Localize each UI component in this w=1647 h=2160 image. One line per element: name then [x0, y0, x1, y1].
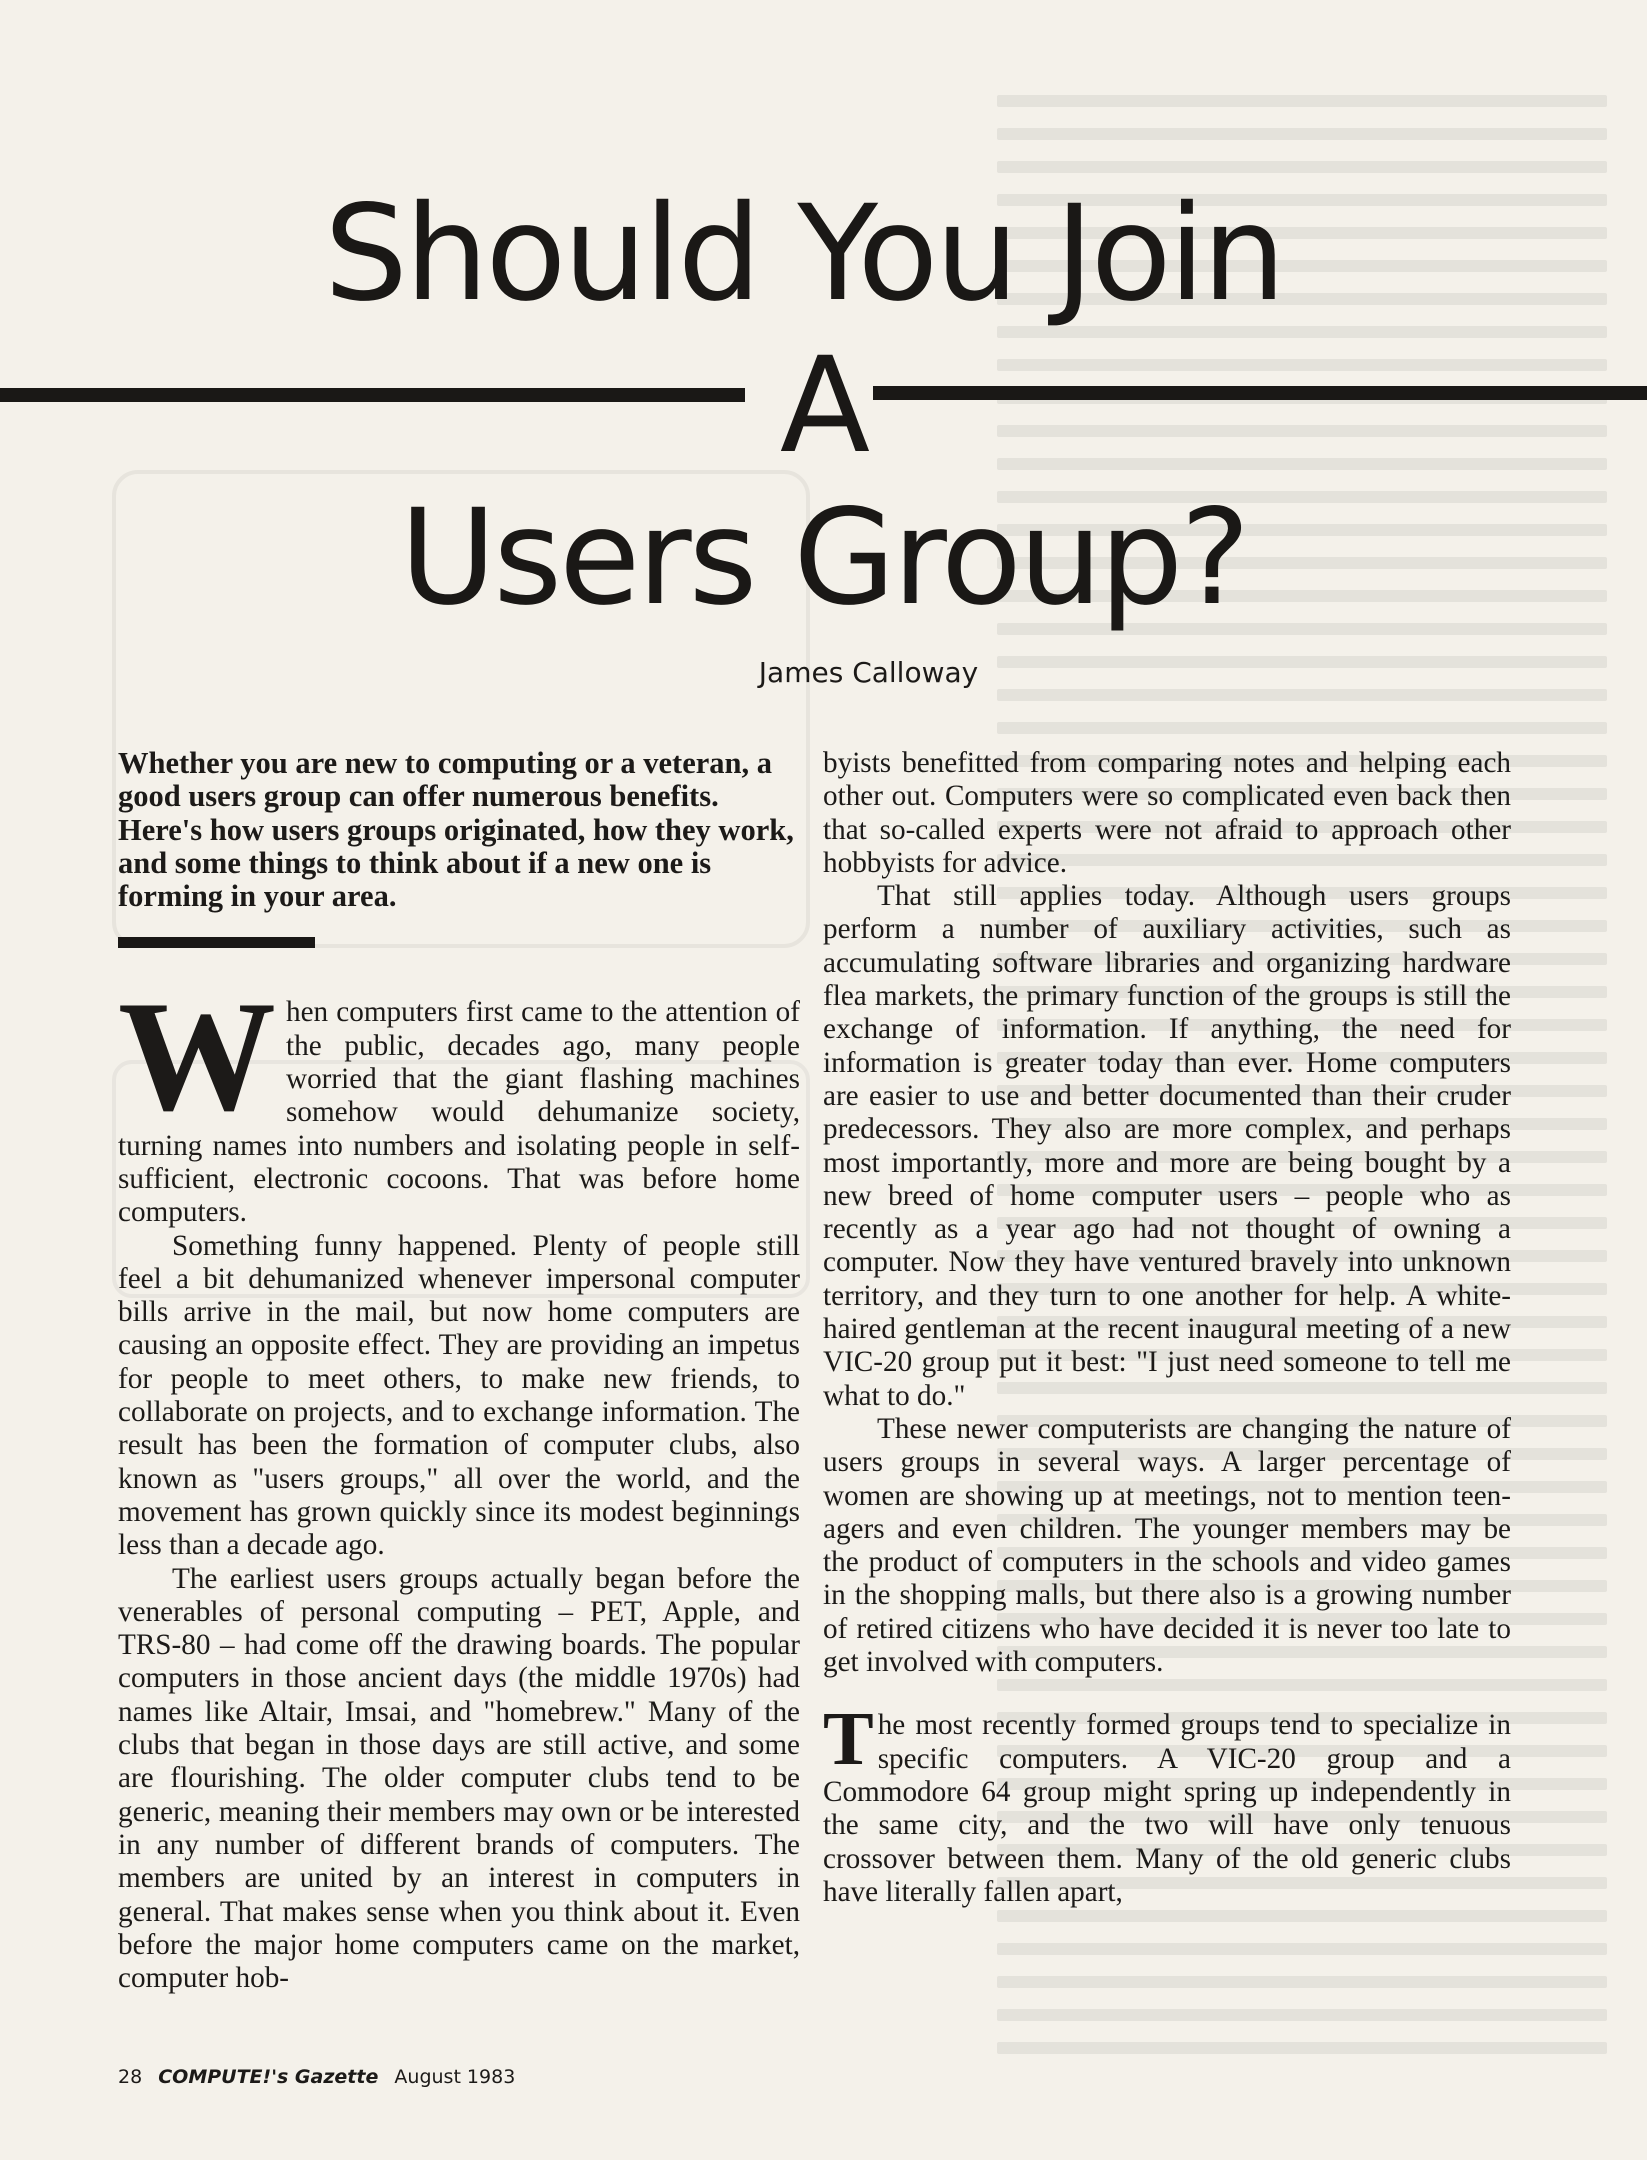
paragraph: byists benefitted from comparing notes and helping each other out. Computers were so complicated even back then that so-called experts were not afraid to approach other hobbyists for advice. [823, 747, 1511, 879]
paragraph-text: he most recently formed groups tend to specialize in specific computers. A VIC-20 group and a Commodore 64 group might spring up independently in the same city, and the two will have only tenuous crossover between them. Many of the old generic clubs have literally fallen apart, [823, 1709, 1511, 1908]
page-footer [118, 2066, 525, 2088]
deck-text: Whether you are new to computing or a veteran, a good users group can offer numerous benefits. Here's how users groups originated, how they work, and some things to think about if a new one is forming in your area. [118, 746, 794, 914]
paragraph: That still applies today. Although users groups perform a number of auxiliary activities, such as accumulating software libraries and organizing hardware flea markets, the primary function of the groups is still the exchange of information. If anything, the need for information is greater today than ever. Home computers are easier to use and better documented than their cruder predecessors. They also are more complex, and perhaps most importantly, more and more are being bought by a new breed of home computer users – people who as recently as a year ago had not thought of owning a computer. Now they have ventured bravely into unknown territory, and they turn to one another for help. A white-haired gentleman at the recent inaugural meeting of a new VIC-20 group put it best: "I just need someone to tell me what to do." [823, 880, 1511, 1412]
drop-cap: W [118, 969, 276, 1145]
column-left [118, 747, 800, 1995]
title-rule-right [873, 386, 1647, 400]
deck-rule [118, 937, 315, 948]
page-number: 28 [118, 2066, 143, 2088]
title-line-2: A [779, 329, 868, 483]
paragraph: Something funny happened. Plenty of people still feel a bit dehumanized whenever impersonal computer bills arrive in the mail, but now home computers are causing an opposite effect. They are providing an impetus for people to meet others, to make new friends, to collaborate on projects, and to exchange information. The result has been the formation of computer clubs, also known as "users groups," all over the world, and the movement has grown quickly since its modest beginnings less than a decade ago. [118, 1229, 800, 1562]
title-line-1: Should You Join [324, 177, 1283, 331]
paragraph [118, 969, 800, 1229]
section-gap [823, 1679, 1511, 1709]
column-right [823, 747, 1511, 1909]
title-line-3: Users Group? [399, 481, 1248, 635]
paragraph-text: hen computers first came to the attention of the public, decades ago, many people worried that the giant flashing machines somehow would dehumanize society, turning names into numbers and isolating people in self-sufficient, electronic cocoons. That was before home computers. [118, 996, 800, 1229]
paragraph [823, 1697, 1511, 1909]
byline: James Calloway [758, 656, 979, 689]
publication-name: COMPUTE!'s Gazette [158, 2066, 379, 2088]
issue-date: August 1983 [394, 2066, 516, 2088]
paragraph: The earliest users groups actually began before the venerables of personal computing – PET, Apple, and TRS-80 – had come off the drawing boards. The popular computers in those ancient days (the middle 1970s) had names like Altair, Imsai, and "homebrew." Many of the clubs that began in those days are still active, and some are flourishing. The older computer clubs tend to be generic, meaning their members may own or be interested in any number of different brands of computers. The members are united by an interest in computers in general. That makes sense when you think about it. Even before the major home computers came on the market, computer hob- [118, 1562, 800, 1995]
paragraph: These newer computerists are changing the nature of users groups in several ways. A larger percentage of women are showing up at meetings, not to mention teen-agers and even children. The younger members may be the product of computers in the schools and video games in the shopping malls, but there also is a growing number of retired citizens who have decided it is never too late to get involved with computers. [823, 1412, 1511, 1679]
drop-cap: T [823, 1697, 874, 1782]
